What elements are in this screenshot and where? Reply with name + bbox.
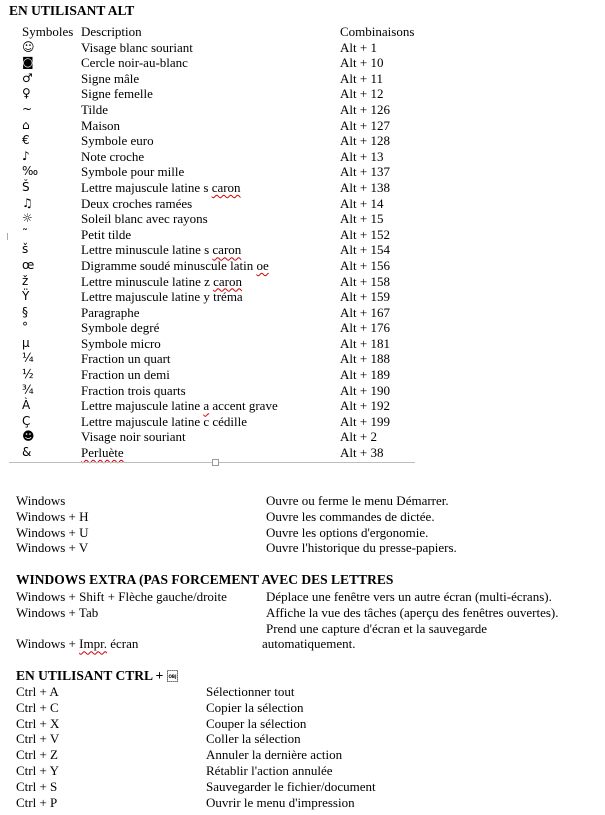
description-cell: Lettre majuscule latine s caron	[81, 179, 241, 195]
symbol-cell: ˜	[22, 226, 28, 241]
symbol-cell: ‰	[22, 164, 39, 179]
description-cell: Visage noir souriant	[81, 429, 186, 445]
combination-cell: Alt + 156	[340, 257, 390, 273]
description-cell: Lettre majuscule latine y tréma	[81, 289, 243, 305]
description-cell: Cercle noir-au-blanc	[81, 55, 188, 71]
shortcut-keys: Windows + Shift + Flèche gauche/droite	[16, 589, 227, 604]
symbol-cell: ⌂	[22, 117, 30, 132]
alt-shortcuts-table	[14, 24, 416, 461]
combination-cell: Alt + 137	[340, 164, 390, 180]
shortcut-keys: Ctrl + V	[16, 731, 60, 747]
ctrl-shortcut-row	[16, 716, 596, 732]
symbol-cell: ½	[22, 367, 34, 382]
description-cell: Lettre minuscule latine z caron	[81, 273, 242, 289]
windows-extra-heading: WINDOWS EXTRA (PAS FORCEMENT AVEC DES LETTRES	[16, 572, 394, 587]
windows-extra-row	[16, 589, 596, 605]
ctrl-shortcut-row	[16, 779, 596, 795]
shortcut-keys: Windows + U	[16, 524, 89, 540]
table-row-marker	[7, 233, 11, 240]
description-cell: Deux croches ramées	[81, 195, 193, 211]
shortcut-keys: Ctrl + X	[16, 715, 60, 731]
symbol-cell: Ç	[22, 413, 31, 428]
shortcut-keys: Windows	[16, 493, 66, 508]
combination-cell: Alt + 128	[340, 133, 390, 149]
table-row	[14, 320, 416, 336]
combination-cell: Alt + 189	[340, 367, 390, 383]
combination-cell: Alt + 158	[340, 273, 390, 289]
combination-cell: Alt + 10	[340, 55, 384, 71]
table-row	[14, 242, 416, 258]
description-cell: Note croche	[81, 148, 145, 164]
combination-cell: Alt + 15	[340, 211, 384, 227]
table-row	[14, 336, 416, 352]
table-row	[14, 211, 416, 227]
combination-cell: Alt + 188	[340, 351, 390, 367]
shortcut-action: Ouvre les commandes de dictée.	[266, 508, 435, 524]
combination-cell: Alt + 154	[340, 242, 390, 258]
table-header-row	[14, 24, 416, 40]
table-row	[14, 398, 416, 414]
combination-cell: Alt + 138	[340, 179, 390, 195]
table-row	[14, 289, 416, 305]
table-row	[14, 258, 416, 274]
table-row	[14, 164, 416, 180]
description-cell: Lettre majuscule latine c cédille	[81, 413, 248, 429]
shortcut-action: Rétablir l'action annulée	[206, 763, 333, 778]
header-description: Description	[81, 24, 142, 39]
symbol-cell: Ÿ	[22, 289, 30, 304]
shortcut-action: Prend une capture d'écran et la sauvegarde	[266, 620, 488, 636]
symbol-cell: ◙	[22, 55, 34, 70]
description-cell: Lettre minuscule latine s caron	[81, 242, 242, 258]
shortcut-keys: Ctrl + Z	[16, 747, 58, 763]
table-row	[14, 383, 416, 399]
combination-cell: Alt + 2	[340, 429, 377, 445]
description-cell: Petit tilde	[81, 226, 132, 242]
symbol-cell: µ	[22, 335, 30, 350]
description-cell: Digramme soudé minuscule latin oe	[81, 257, 269, 273]
table-row	[14, 351, 416, 367]
table-row	[14, 367, 416, 383]
table-row	[14, 180, 416, 196]
ctrl-shortcut-row	[16, 684, 596, 700]
table-row	[14, 429, 416, 445]
shortcut-action: Annuler la dernière action	[206, 747, 343, 763]
shortcut-keys: Windows + Impr. écran	[16, 636, 139, 652]
header-symbols: Symboles	[22, 24, 74, 39]
shortcut-action: Affiche la vue des tâches (aperçu des fenêtres ouvertes).	[266, 604, 559, 620]
symbol-cell: ☼	[22, 211, 33, 226]
shortcut-action: Sélectionner tout	[206, 684, 295, 699]
table-row	[14, 55, 416, 71]
ctrl-section-heading	[16, 668, 178, 684]
symbol-cell: À	[22, 398, 31, 413]
table-row	[14, 118, 416, 134]
description-cell: Fraction un quart	[81, 351, 171, 367]
symbol-cell: ♀	[22, 86, 31, 101]
windows-shortcut-row	[16, 540, 596, 556]
object-placeholder-label: OBJ	[168, 674, 177, 679]
shortcut-keys: Windows + H	[16, 508, 89, 524]
windows-extra-row	[16, 605, 596, 621]
combination-cell: Alt + 12	[340, 86, 384, 102]
table-row	[14, 149, 416, 165]
ctrl-shortcut-row	[16, 763, 596, 779]
table-row	[14, 227, 416, 243]
symbol-cell: ♂	[22, 70, 33, 85]
combination-cell: Alt + 11	[340, 70, 383, 86]
combination-cell: Alt + 167	[340, 304, 390, 320]
object-placeholder-icon	[167, 670, 178, 682]
description-cell: Signe femelle	[81, 86, 153, 102]
symbol-cell: ¼	[22, 351, 34, 366]
combination-cell: Alt + 38	[340, 445, 384, 461]
windows-extra-row	[16, 636, 596, 652]
description-cell: Signe mâle	[81, 70, 140, 86]
shortcut-action: Sauvegarder le fichier/document	[206, 778, 376, 794]
combination-cell: Alt + 152	[340, 226, 390, 242]
symbol-cell: ♫	[22, 195, 33, 210]
windows-shortcut-row	[16, 493, 596, 509]
symbol-cell: °	[22, 320, 28, 335]
alt-section-heading: EN UTILISANT ALT	[9, 3, 135, 18]
table-row	[14, 414, 416, 430]
symbol-cell: ♪	[22, 148, 30, 163]
shortcut-keys: Ctrl + A	[16, 684, 59, 699]
symbol-cell: ~	[22, 101, 33, 116]
description-cell: Soleil blanc avec rayons	[81, 211, 208, 227]
shortcut-keys: Windows + Tab	[16, 604, 99, 620]
shortcut-keys: Ctrl + Y	[16, 763, 59, 778]
ctrl-shortcut-row	[16, 700, 596, 716]
symbol-cell: ☻	[22, 429, 35, 444]
shortcut-action: Ouvre l'historique du presse-papiers.	[266, 540, 457, 556]
shortcut-keys: Ctrl + S	[16, 778, 58, 794]
table-resize-handle[interactable]	[212, 459, 219, 466]
description-cell: Fraction un demi	[81, 367, 170, 383]
description-cell: Symbole micro	[81, 335, 161, 351]
description-cell: Symbole euro	[81, 133, 154, 149]
combination-cell: Alt + 159	[340, 289, 390, 305]
header-combinations: Combinaisons	[340, 24, 415, 39]
description-cell: Tilde	[81, 101, 108, 117]
combination-cell: Alt + 1	[340, 39, 377, 55]
shortcut-keys: Windows + V	[16, 540, 89, 556]
table-row	[14, 274, 416, 290]
symbol-cell: Š	[22, 179, 30, 194]
shortcut-action: Ouvrir le menu d'impression	[206, 794, 355, 810]
ctrl-shortcut-row	[16, 795, 596, 811]
shortcut-keys: Ctrl + C	[16, 699, 59, 715]
table-row	[14, 305, 416, 321]
combination-cell: Alt + 192	[340, 398, 390, 414]
shortcut-action: Couper la sélection	[206, 715, 307, 731]
description-cell: Symbole degré	[81, 320, 160, 336]
shortcut-action: automatiquement.	[262, 636, 356, 652]
symbol-cell: &	[22, 445, 32, 460]
description-cell: Lettre majuscule latine a accent grave	[81, 398, 278, 414]
table-row	[14, 86, 416, 102]
combination-cell: Alt + 127	[340, 117, 390, 133]
ctrl-shortcut-row	[16, 747, 596, 763]
shortcut-keys: Ctrl + P	[16, 794, 58, 810]
combination-cell: Alt + 126	[340, 101, 390, 117]
windows-extra-row	[16, 621, 596, 637]
ctrl-shortcut-row	[16, 731, 596, 747]
combination-cell: Alt + 13	[340, 148, 384, 164]
symbol-cell: §	[22, 304, 28, 319]
ctrl-heading-text: EN UTILISANT CTRL +	[16, 668, 167, 683]
table-row	[14, 102, 416, 118]
table-row	[14, 133, 416, 149]
description-cell: Paragraphe	[81, 304, 140, 320]
combination-cell: Alt + 14	[340, 195, 384, 211]
shortcut-action: Copier la sélection	[206, 699, 304, 715]
windows-shortcut-row	[16, 525, 596, 541]
description-cell: Perluète	[81, 445, 124, 461]
windows-shortcut-row	[16, 509, 596, 525]
combination-cell: Alt + 181	[340, 335, 390, 351]
symbol-cell: œ	[22, 257, 35, 272]
symbol-cell: ¾	[22, 382, 34, 397]
symbol-cell: ☺	[22, 39, 35, 54]
description-cell: Maison	[81, 117, 120, 133]
shortcut-action: Ouvre les options d'ergonomie.	[266, 524, 429, 540]
description-cell: Visage blanc souriant	[81, 39, 193, 55]
shortcut-action: Coller la sélection	[206, 731, 301, 747]
symbol-cell: š	[22, 242, 29, 257]
table-row	[14, 196, 416, 212]
description-cell: Fraction trois quarts	[81, 382, 186, 398]
symbol-cell: €	[22, 133, 30, 148]
combination-cell: Alt + 190	[340, 382, 390, 398]
table-row	[14, 71, 416, 87]
table-row	[14, 40, 416, 56]
shortcut-action: Déplace une fenêtre vers un autre écran (multi-écrans).	[266, 589, 552, 604]
description-cell: Symbole pour mille	[81, 164, 185, 180]
combination-cell: Alt + 199	[340, 413, 390, 429]
symbol-cell: ž	[22, 273, 29, 288]
shortcut-action: Ouvre ou ferme le menu Démarrer.	[266, 493, 449, 508]
combination-cell: Alt + 176	[340, 320, 390, 336]
